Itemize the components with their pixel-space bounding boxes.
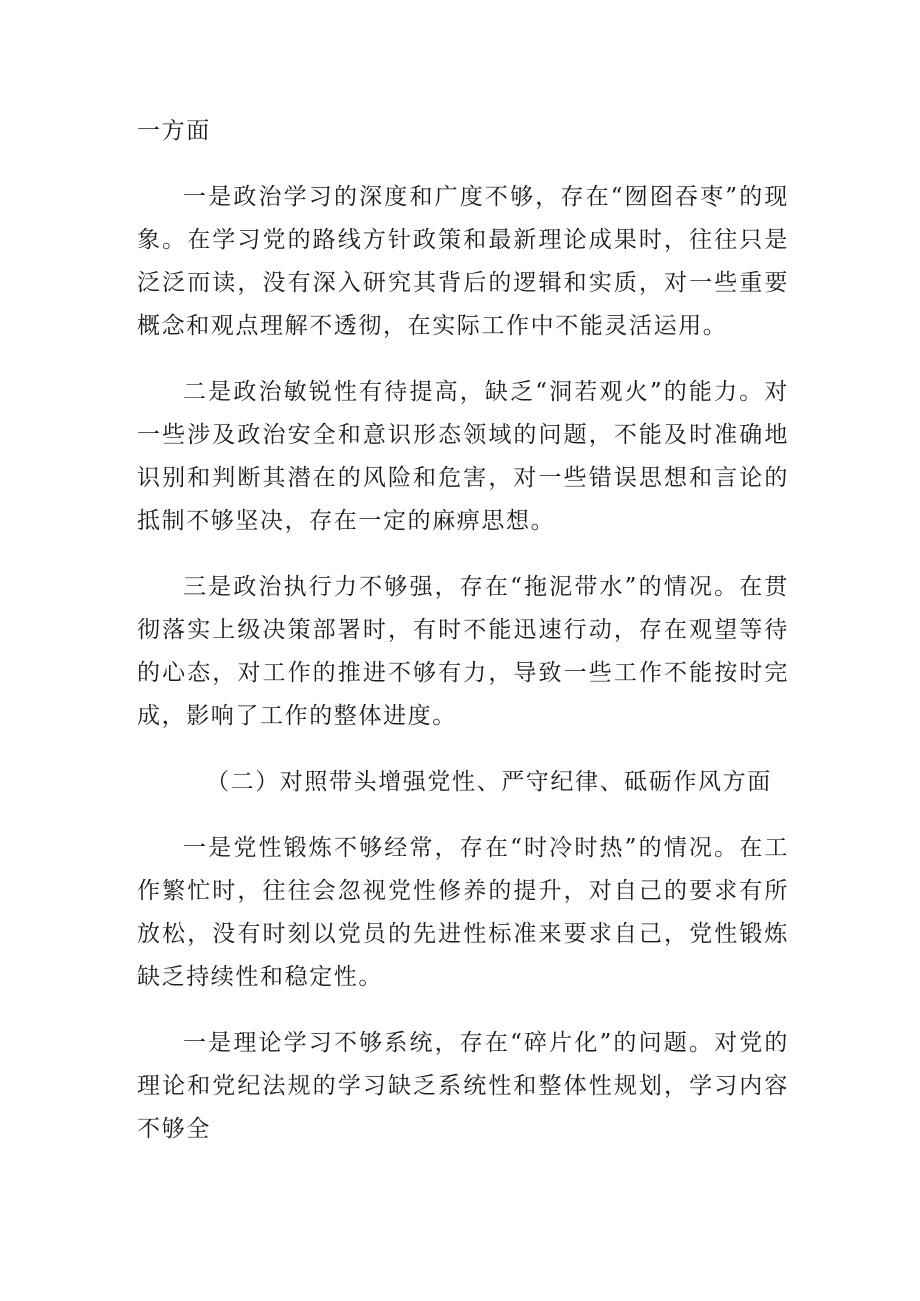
paragraph-political-sensitivity: 二是政治敏锐性有待提高，缺乏“洞若观火”的能力。对一些涉及政治安全和意识形态领域的问题，不能及时准确地识别和判断其潜在的风险和危害，对一些错误思想和言论的抵制不够坚决，存在一定的麻痹思想。 <box>137 379 789 534</box>
document-body <box>137 110 789 1174</box>
paragraph-political-study: 一是政治学习的深度和广度不够，存在“囫囵吞枣”的现象。在学习党的路线方针政策和最新理论成果时，往往只是泛泛而读，没有深入研究其背后的逻辑和实质，对一些重要概念和观点理解不透彻，在实际工作中不能灵活运用。 <box>137 184 789 339</box>
paragraph-continuation: 一方面 <box>137 118 211 144</box>
paragraph-party-spirit: 一是党性锻炼不够经常，存在“时冷时热”的情况。在工作繁忙时，往往会忽视党性修养的提升，对自己的要求有所放松，没有时刻以党员的先进性标准来要求自己，党性锻炼缺乏持续性和稳定性。 <box>137 835 789 990</box>
paragraph-theory-study: 一是理论学习不够系统，存在“碎片化”的问题。对党的理论和党纪法规的学习缺乏系统性和整体性规划，学习内容不够全 <box>137 1030 789 1142</box>
section-heading-two: （二）对照带头增强党性、严守纪律、砥砺作风方面 <box>206 769 772 795</box>
paragraph-political-execution: 三是政治执行力不够强，存在“拖泥带水”的情况。在贯彻落实上级决策部署时，有时不能迅速行动，存在观望等待的心态，对工作的推进不够有力，导致一些工作不能按时完成，影响了工作的整体进度。 <box>137 574 789 729</box>
